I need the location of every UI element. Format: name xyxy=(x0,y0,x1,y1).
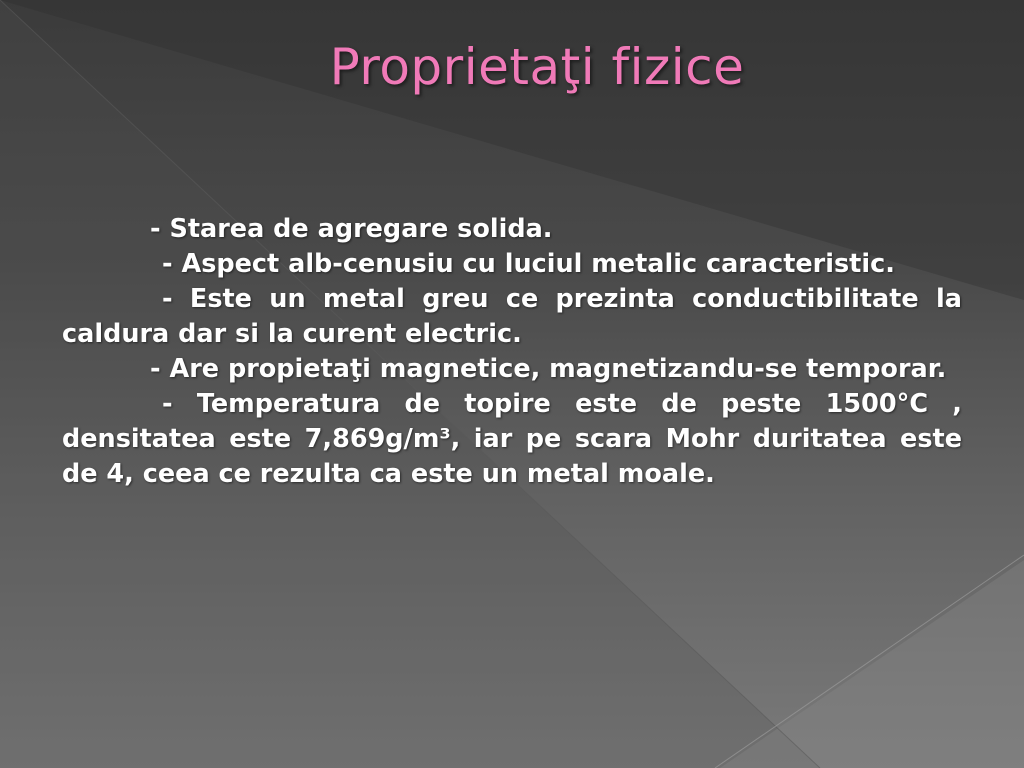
slide-body xyxy=(62,212,962,492)
paragraph-temperature: - Temperatura de topire este de peste 1500°C , densitatea este 7,869g/m³, iar pe scara Mohr duritatea este de 4, ceea ce rezulta ca este un metal moale. xyxy=(62,389,962,489)
paragraph-state: - Starea de agregare solida. xyxy=(150,214,553,244)
slide-title: Proprietaţi fizice xyxy=(329,38,745,96)
paragraph-magnetic: - Are propietaţi magnetice, magnetizandu-se temporar. xyxy=(150,354,947,384)
paragraph-aspect: - Aspect alb-cenusiu cu luciul metalic caracteristic. xyxy=(162,249,895,279)
paragraph-conductivity: - Este un metal greu ce prezinta conductibilitate la caldura dar si la curent electric. xyxy=(62,284,962,349)
